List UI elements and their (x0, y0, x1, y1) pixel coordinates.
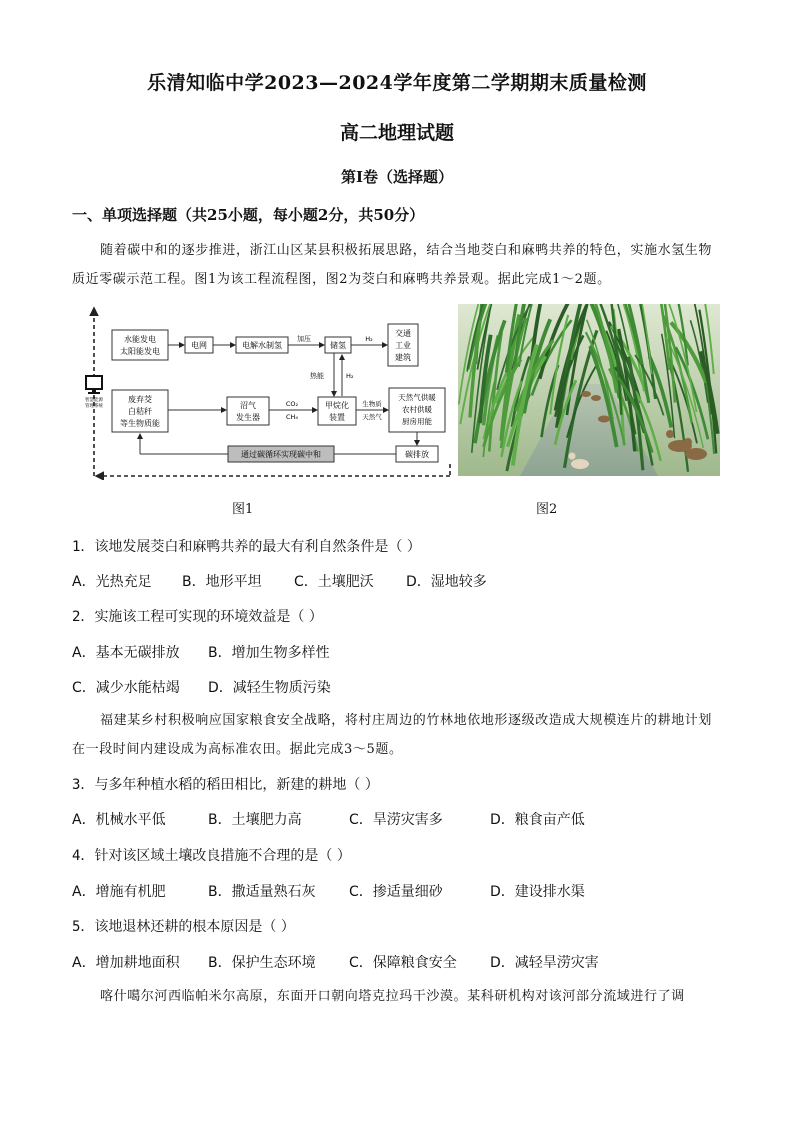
passage-1: 随着碳中和的逐步推进，浙江山区某县积极拓展思路，结合当地茭白和麻鸭共养的特色，实施水氢生物质近零碳示范工程。图1为该工程流程图，图2为茭白和麻鸭共养景观。据此完成1～2题。 (72, 243, 713, 287)
passage-2: 福建某乡村积极响应国家粮食安全战略，将村庄周边的竹林地依地形逐级改造成大规模连片的耕地计划在一段时间内建设成为高标准农田。据此完成3～5题。 (72, 713, 713, 757)
option-d[interactable]: D．减轻旱涝灾害 (490, 955, 599, 971)
option-b[interactable]: B．保护生态环境 (208, 955, 316, 971)
svg-text:储氢: 储氢 (330, 341, 346, 350)
option-d[interactable]: D．粮食亩产低 (490, 812, 585, 828)
svg-text:废弃茭: 废弃茭 (128, 395, 152, 404)
svg-text:加压: 加压 (297, 335, 311, 343)
side-label-1: 智慧能源 (85, 398, 103, 403)
section-heading: 一、单项选择题（共25小题，每小题2分，共50分） (72, 206, 425, 224)
svg-text:CO₂: CO₂ (285, 400, 299, 408)
option-b[interactable]: B．土壤肥力高 (208, 812, 302, 828)
figure-2-caption: 图2 (536, 502, 558, 517)
option-b[interactable]: B．撒适量熟石灰 (208, 884, 316, 900)
svg-text:水能发电: 水能发电 (124, 335, 156, 344)
side-label-2: 管理系统 (85, 404, 103, 409)
figure-1-flowchart (80, 304, 452, 480)
monitor-icon (86, 376, 102, 394)
option-d[interactable]: D．减轻生物质污染 (208, 680, 331, 696)
question-5: 5．该地退林还耕的根本原因是（ ） (72, 919, 295, 935)
svg-text:甲烷化: 甲烷化 (325, 401, 349, 410)
figure-2-photo (458, 304, 720, 476)
svg-text:天然气供暖: 天然气供暖 (398, 393, 436, 402)
option-c[interactable]: C．土壤肥沃 (294, 574, 374, 590)
svg-text:电网: 电网 (191, 341, 207, 350)
option-b[interactable]: B．增加生物多样性 (208, 645, 330, 661)
question-4-options (72, 881, 585, 901)
svg-text:通过碳循环实现碳中和: 通过碳循环实现碳中和 (241, 450, 321, 459)
svg-text:发生器: 发生器 (236, 413, 260, 422)
question-2: 2．实施该工程可实现的环境效益是（ ） (72, 609, 323, 625)
question-1-options (72, 571, 487, 591)
option-c[interactable]: C．掺适量细砂 (349, 884, 443, 900)
question-3: 3．与多年种植水稻的稻田相比，新建的耕地（ ） (72, 777, 379, 793)
svg-text:碳排放: 碳排放 (405, 450, 429, 459)
svg-text:生物质: 生物质 (362, 400, 382, 408)
option-a[interactable]: A．基本无碳排放 (72, 645, 180, 661)
option-a[interactable]: A．增施有机肥 (72, 884, 166, 900)
figure-1-caption: 图1 (232, 502, 254, 517)
svg-text:H₂: H₂ (346, 372, 354, 380)
svg-text:厨房用能: 厨房用能 (402, 417, 432, 426)
option-c[interactable]: C．减少水能枯竭 (72, 680, 180, 696)
option-a[interactable]: A．机械水平低 (72, 812, 166, 828)
svg-text:交通: 交通 (395, 329, 411, 338)
passage-3: 喀什噶尔河西临帕米尔高原，东面开口朝向塔克拉玛干沙漠。某科研机构对该河部分流域进行了调 (100, 989, 685, 1004)
option-d[interactable]: D．湿地较多 (406, 574, 487, 590)
question-3-options (72, 809, 585, 829)
volume-heading: 第Ⅰ卷（选择题） (340, 168, 454, 186)
question-4: 4．针对该区域土壤改良措施不合理的是（ ） (72, 848, 351, 864)
svg-text:建筑: 建筑 (395, 353, 411, 362)
exam-subtitle: 高二地理试题 (339, 122, 454, 144)
option-b[interactable]: B．地形平坦 (182, 574, 262, 590)
question-5-options (72, 952, 599, 972)
option-c[interactable]: C．旱涝灾害多 (349, 812, 443, 828)
option-a[interactable]: A．光热充足 (72, 574, 152, 590)
question-1: 1．该地发展茭白和麻鸭共养的最大有利自然条件是（ ） (72, 539, 421, 555)
svg-text:工业: 工业 (395, 341, 411, 350)
svg-text:热能: 热能 (310, 372, 324, 380)
svg-text:沼气: 沼气 (240, 401, 256, 410)
svg-text:天然气: 天然气 (362, 413, 382, 421)
svg-text:CH₄: CH₄ (285, 413, 299, 421)
svg-text:H₂: H₂ (365, 335, 373, 343)
svg-text:农村供暖: 农村供暖 (402, 405, 432, 414)
svg-text:电解水制氢: 电解水制氢 (242, 341, 282, 350)
exam-title: 乐清知临中学2023—2024学年度第二学期期末质量检测 (147, 72, 647, 94)
option-c[interactable]: C．保障粮食安全 (349, 955, 457, 971)
question-2-options (72, 642, 330, 662)
svg-text:白秸秆: 白秸秆 (128, 407, 152, 416)
svg-text:等生物质能: 等生物质能 (120, 419, 160, 428)
question-2-options-row-2 (72, 677, 331, 697)
option-d[interactable]: D．建设排水渠 (490, 884, 585, 900)
svg-text:太阳能发电: 太阳能发电 (120, 347, 160, 356)
option-a[interactable]: A．增加耕地面积 (72, 955, 180, 971)
svg-text:装置: 装置 (329, 413, 345, 422)
